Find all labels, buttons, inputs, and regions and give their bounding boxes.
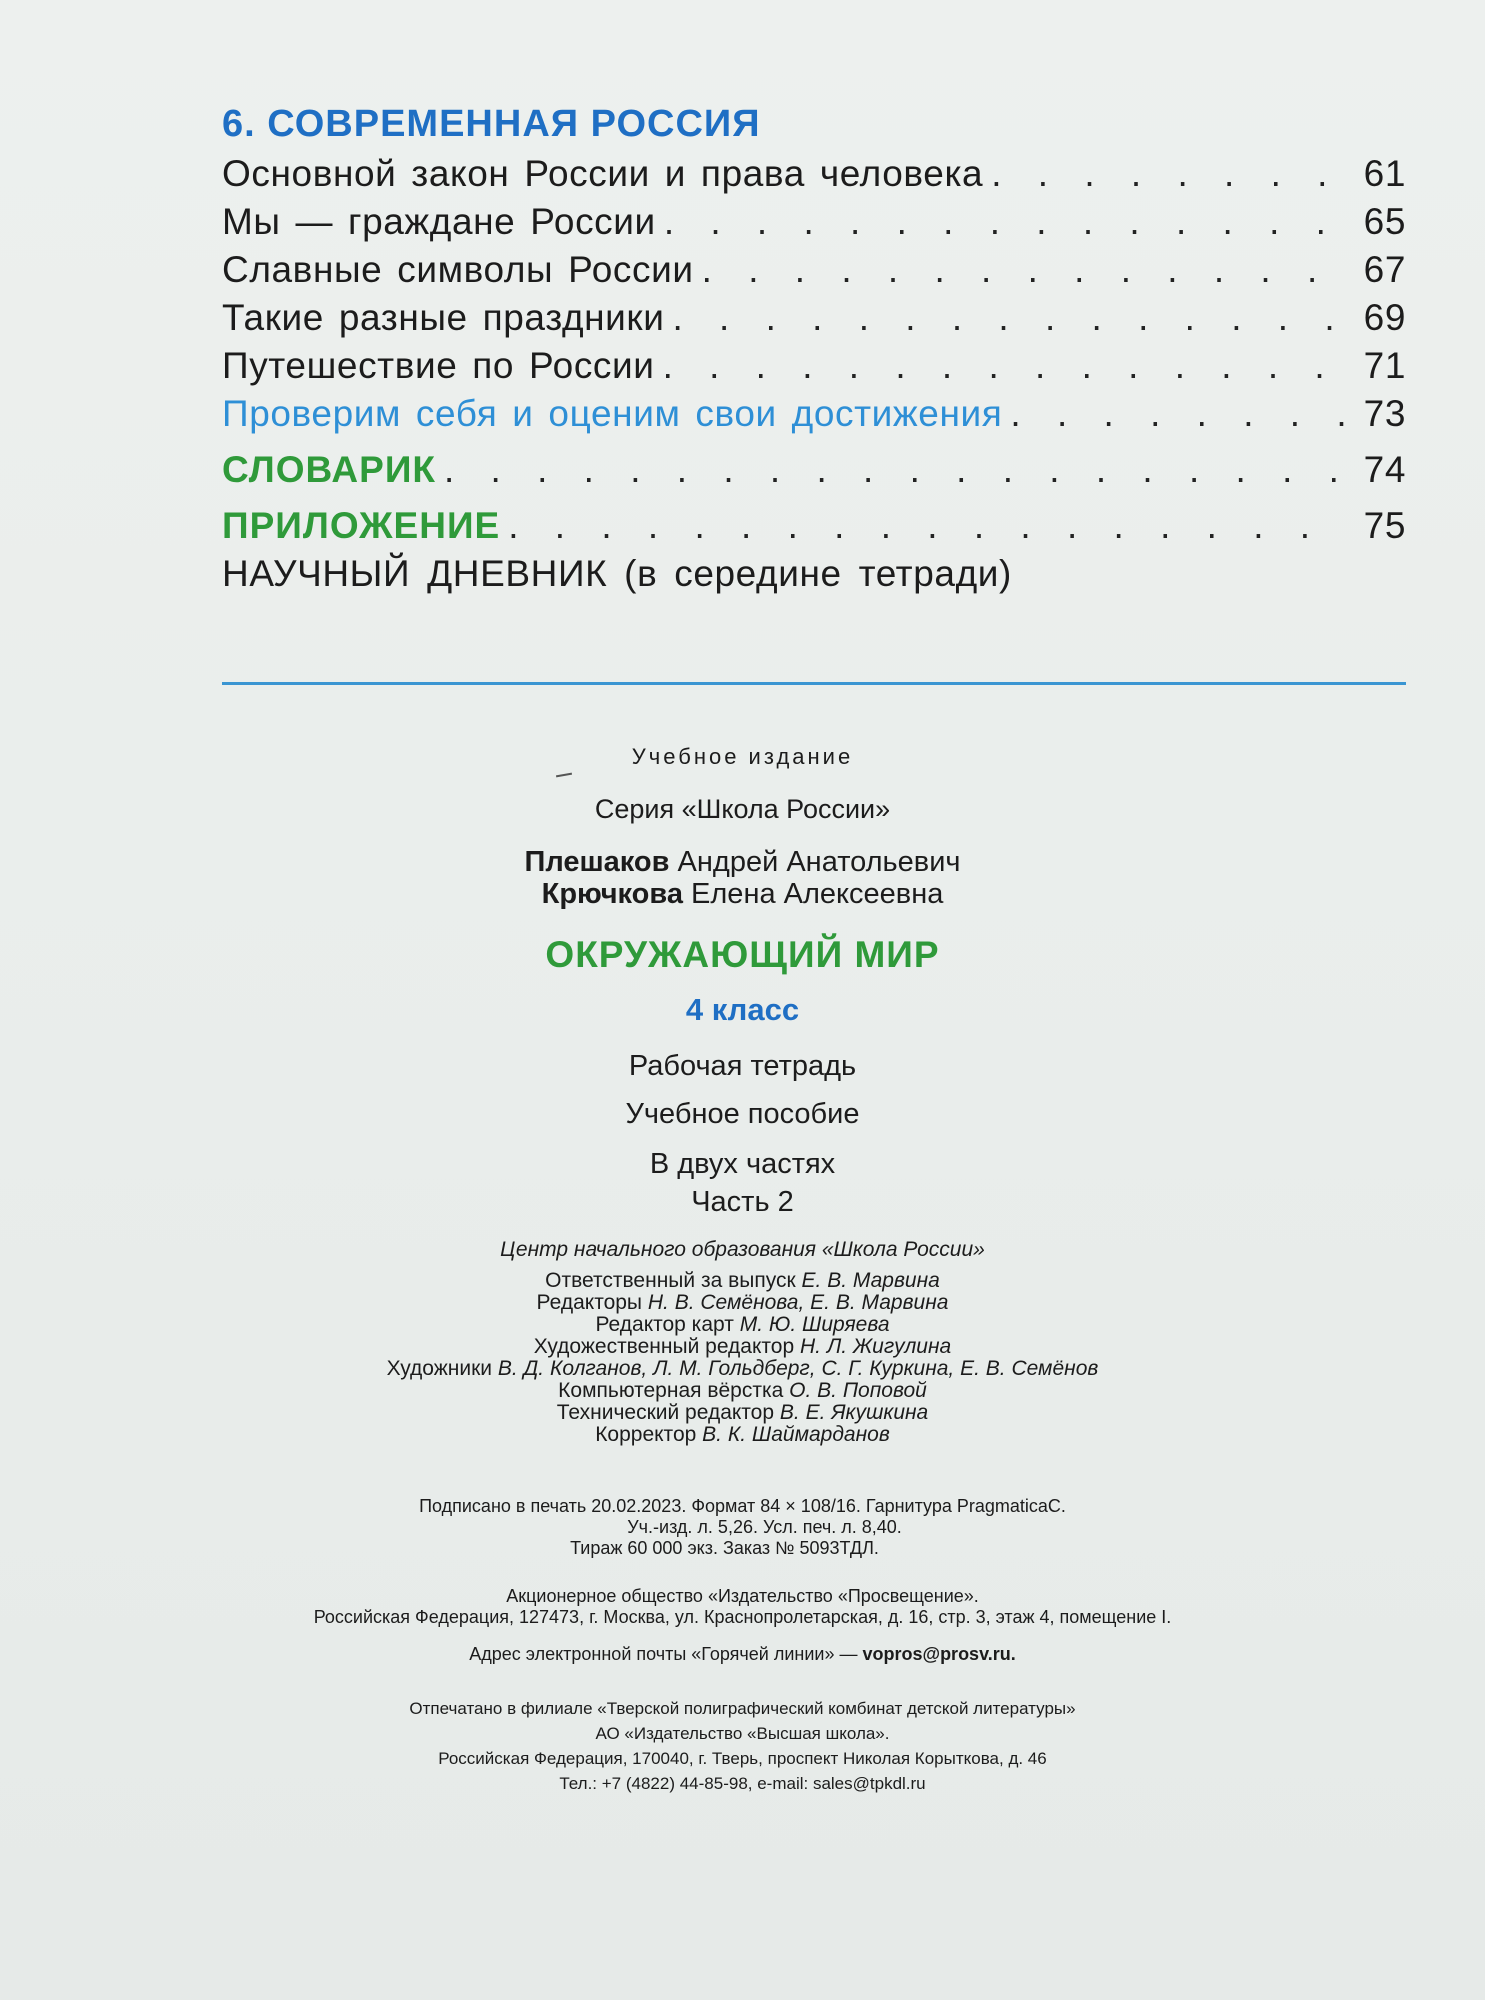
publisher-address: Российская Федерация, 127473, г. Москва, ул. Краснопролетарская, д. 16, стр. 3, этаж 4, помещение I. — [313, 1607, 1172, 1627]
credit-line — [0, 1402, 1485, 1424]
dot-leader — [663, 342, 1348, 390]
credits-list — [0, 1270, 1485, 1446]
credit-role: Редакторы — [536, 1291, 643, 1314]
author-1-name: Андрей Анатольевич — [677, 846, 961, 878]
dot-leader — [1010, 390, 1348, 438]
credit-line — [0, 1424, 1485, 1446]
book-type-manual: Учебное пособие — [625, 1098, 860, 1130]
credit-role: Ответственный за выпуск — [545, 1269, 796, 1292]
appendix-page: 75 — [1363, 505, 1406, 546]
credit-line — [0, 1336, 1485, 1358]
hotline-label: Адрес электронной почты «Горячей линии» — — [469, 1644, 858, 1664]
toc-entry-page: 71 — [1363, 345, 1406, 386]
author-2 — [0, 878, 1485, 911]
credit-names: М. Ю. Ширяева — [739, 1313, 890, 1336]
toc-entry-self-check — [222, 390, 1406, 438]
credit-line — [0, 1270, 1485, 1292]
hotline-address: vopros@prosv.ru. — [862, 1644, 1016, 1664]
toc-entry — [222, 294, 1406, 342]
dot-leader — [664, 198, 1348, 246]
credit-role: Компьютерная вёрстка — [558, 1379, 784, 1402]
appendix-title: ПРИЛОЖЕНИЕ — [222, 505, 501, 546]
toc-entry — [222, 342, 1406, 390]
toc-entry-page: 69 — [1363, 297, 1406, 338]
publisher-name: Акционерное общество «Издательство «Просвещение». — [506, 1586, 979, 1606]
toc-entry — [222, 150, 1406, 198]
credit-role: Художники — [386, 1357, 492, 1380]
toc-entry-title: Славные символы России — [222, 249, 694, 290]
credit-role: Технический редактор — [556, 1401, 775, 1424]
printer-line: АО «Издательство «Высшая школа». — [595, 1724, 890, 1743]
toc-entry-page: 73 — [1363, 393, 1406, 434]
author-1 — [0, 846, 1485, 879]
toc-entry — [222, 246, 1406, 294]
book-type-workbook: Рабочая тетрадь — [628, 1050, 857, 1082]
grade-label: 4 класс — [685, 992, 800, 1027]
glossary-page: 74 — [1363, 449, 1406, 490]
credit-names: Н. Л. Жигулина — [799, 1335, 952, 1358]
author-2-name: Елена Алексеевна — [691, 878, 944, 910]
glossary-title: СЛОВАРИК — [222, 449, 436, 490]
diary-title: НАУЧНЫЙ ДНЕВНИК (в середине тетради) — [222, 553, 1012, 594]
credit-names: В. Д. Колганов, Л. М. Гольдберг, С. Г. Куркина, Е. В. Семёнов — [497, 1357, 1099, 1380]
divider-rule — [222, 682, 1406, 685]
print-details — [0, 1496, 1485, 1559]
author-1-surname: Плешаков — [524, 846, 670, 878]
dot-leader — [673, 294, 1349, 342]
dot-leader — [702, 246, 1348, 294]
edition-type: Учебное издание — [631, 744, 854, 769]
parts-note: В двух частях — [649, 1148, 836, 1180]
toc-entry-page: 67 — [1363, 249, 1406, 290]
publisher-info — [0, 1586, 1485, 1628]
printer-info — [0, 1696, 1485, 1796]
toc-entry-appendix — [222, 502, 1406, 550]
print-line: Тираж 60 000 экз. Заказ № 5093ТДЛ. — [570, 1538, 879, 1558]
credit-line — [0, 1314, 1485, 1336]
toc-entry-title: Такие разные праздники — [222, 297, 665, 338]
pen-mark — [556, 773, 572, 778]
printer-line: Отпечатано в филиале «Тверской полиграфический комбинат детской литературы» — [409, 1699, 1076, 1718]
toc-entry-title: Проверим себя и оценим свои достижения — [222, 393, 1003, 434]
credit-role: Корректор — [595, 1423, 697, 1446]
author-2-surname: Крючкова — [541, 878, 683, 910]
toc-entry-title: Мы — граждане России — [222, 201, 656, 242]
credit-line — [0, 1380, 1485, 1402]
toc-entry-page: 61 — [1363, 153, 1406, 194]
dot-leader — [444, 446, 1348, 494]
printer-line: Тел.: +7 (4822) 44-85-98, e-mail: sales@tpkdl.ru — [559, 1774, 926, 1793]
credit-names: Е. В. Марвина — [801, 1269, 940, 1292]
toc-section-heading: 6. СОВРЕМЕННАЯ РОССИЯ — [222, 103, 761, 145]
credit-names: Н. В. Семёнова, Е. В. Марвина — [647, 1291, 949, 1314]
credit-line — [0, 1292, 1485, 1314]
dot-leader — [991, 150, 1348, 198]
series-name: Серия «Школа России» — [594, 794, 891, 824]
print-line: Уч.-изд. л. 5,26. Усл. печ. л. 8,40. — [627, 1517, 902, 1537]
part-number: Часть 2 — [691, 1186, 794, 1218]
toc-entry-glossary — [222, 446, 1406, 494]
printer-line: Российская Федерация, 170040, г. Тверь, проспект Николая Корыткова, д. 46 — [438, 1749, 1047, 1768]
credit-role: Редактор карт — [595, 1313, 734, 1336]
toc-entry-page: 65 — [1363, 201, 1406, 242]
education-center: Центр начального образования «Школа России» — [500, 1238, 985, 1261]
credit-names: В. К. Шаймарданов — [702, 1423, 890, 1446]
toc-entry-title: Основной закон России и права человека — [222, 153, 984, 194]
credit-names: О. В. Поповой — [789, 1379, 927, 1402]
toc-entry — [222, 198, 1406, 246]
table-of-contents — [222, 98, 1406, 598]
toc-entry-title: Путешествие по России — [222, 345, 655, 386]
book-title: ОКРУЖАЮЩИЙ МИР — [545, 934, 940, 975]
dot-leader — [508, 502, 1348, 550]
toc-entry-diary — [222, 550, 1406, 598]
credit-line — [0, 1358, 1485, 1380]
hotline-email — [0, 1644, 1485, 1665]
credit-names: В. Е. Якушкина — [779, 1401, 929, 1424]
print-line: Подписано в печать 20.02.2023. Формат 84 × 108/16. Гарнитура PragmaticaC. — [419, 1496, 1066, 1516]
credit-role: Художественный редактор — [533, 1335, 795, 1358]
